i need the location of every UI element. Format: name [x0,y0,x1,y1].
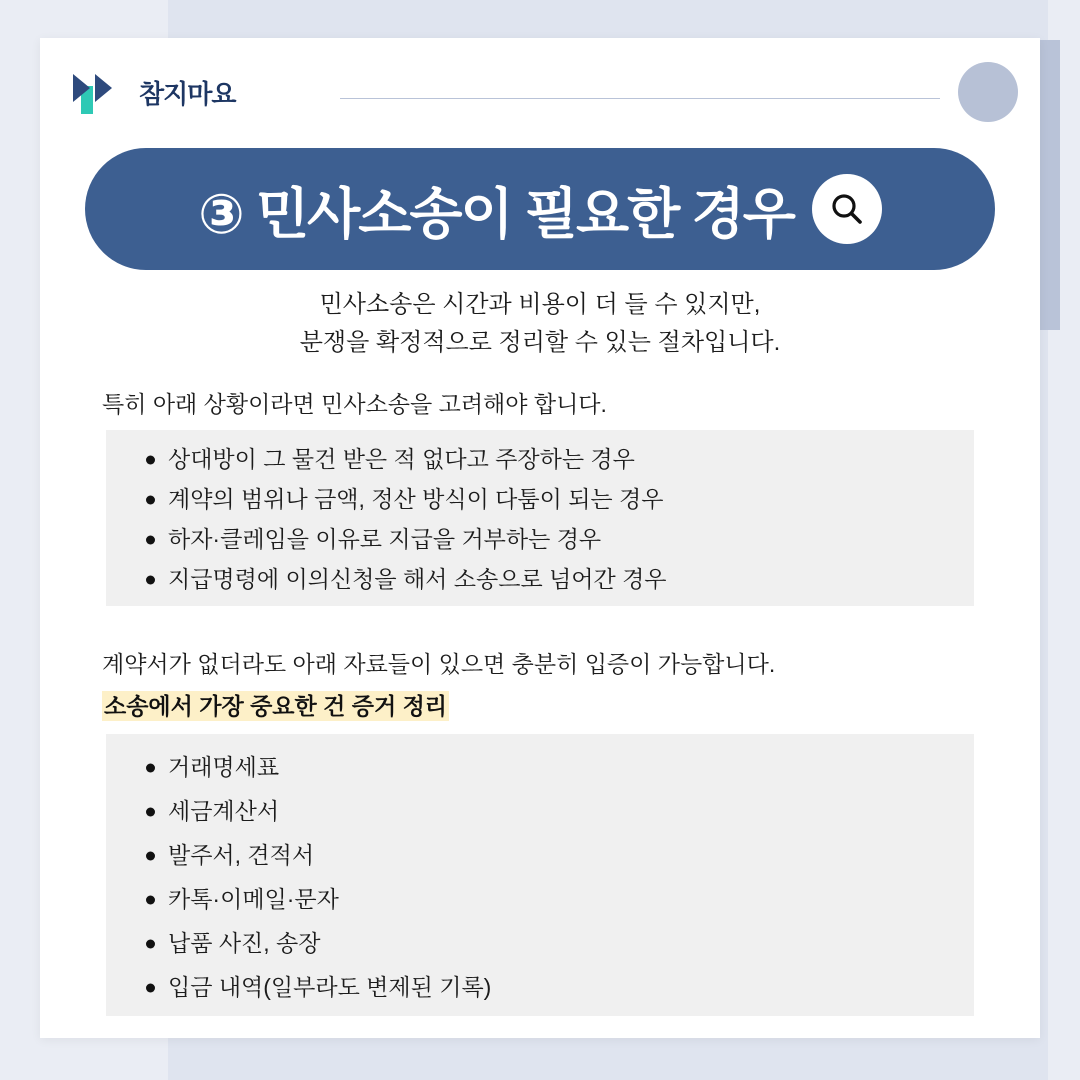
search-icon [812,174,882,244]
list-item: 계약의 범위나 금액, 정산 방식이 다툼이 되는 경우 [106,480,974,520]
background-shadow-block [1040,40,1060,330]
list-item: 하자·클레임을 이유로 지급을 거부하는 경우 [106,520,974,560]
list-item: 거래명세표 [106,746,974,790]
card-header [40,38,1040,138]
highlight-text: 소송에서 가장 중요한 건 증거 정리 [104,693,448,719]
content-card [40,38,1040,1038]
section-title-banner [85,148,995,270]
highlight-heading [102,688,449,721]
list-item: 입금 내역(일부라도 변제된 기록) [106,966,974,1010]
double-triangle-play-icon [73,70,129,114]
list-item: 발주서, 견적서 [106,834,974,878]
situations-list [106,440,974,600]
evidence-box [106,734,974,1016]
list-item: 납품 사진, 송장 [106,922,974,966]
list-item: 카톡·이메일·문자 [106,878,974,922]
header-divider [340,98,940,99]
brand-name: 참지마요 [139,78,236,109]
list-item: 상대방이 그 물건 받은 적 없다고 주장하는 경우 [106,440,974,480]
intro-paragraph [40,286,1040,362]
brand-logo [73,70,235,114]
intro-line-1: 민사소송은 시간과 비용이 더 들 수 있지만, [319,291,761,318]
intro-line-2: 분쟁을 확정적으로 정리할 수 있는 절차입니다. [299,329,781,356]
list-item: 지급명령에 이의신청을 해서 소송으로 넘어간 경우 [106,560,974,600]
page-title: ③ 민사소송이 필요한 경우 [198,182,794,245]
list-item: 세금계산서 [106,790,974,834]
situations-box [106,430,974,606]
evidence-list [106,746,974,1010]
decorative-circle [958,62,1018,122]
mid-note: 계약서가 없더라도 아래 자료들이 있으면 충분히 입증이 가능합니다. [102,651,776,677]
lead-sentence: 특히 아래 상황이라면 민사소송을 고려해야 합니다. [102,391,607,417]
